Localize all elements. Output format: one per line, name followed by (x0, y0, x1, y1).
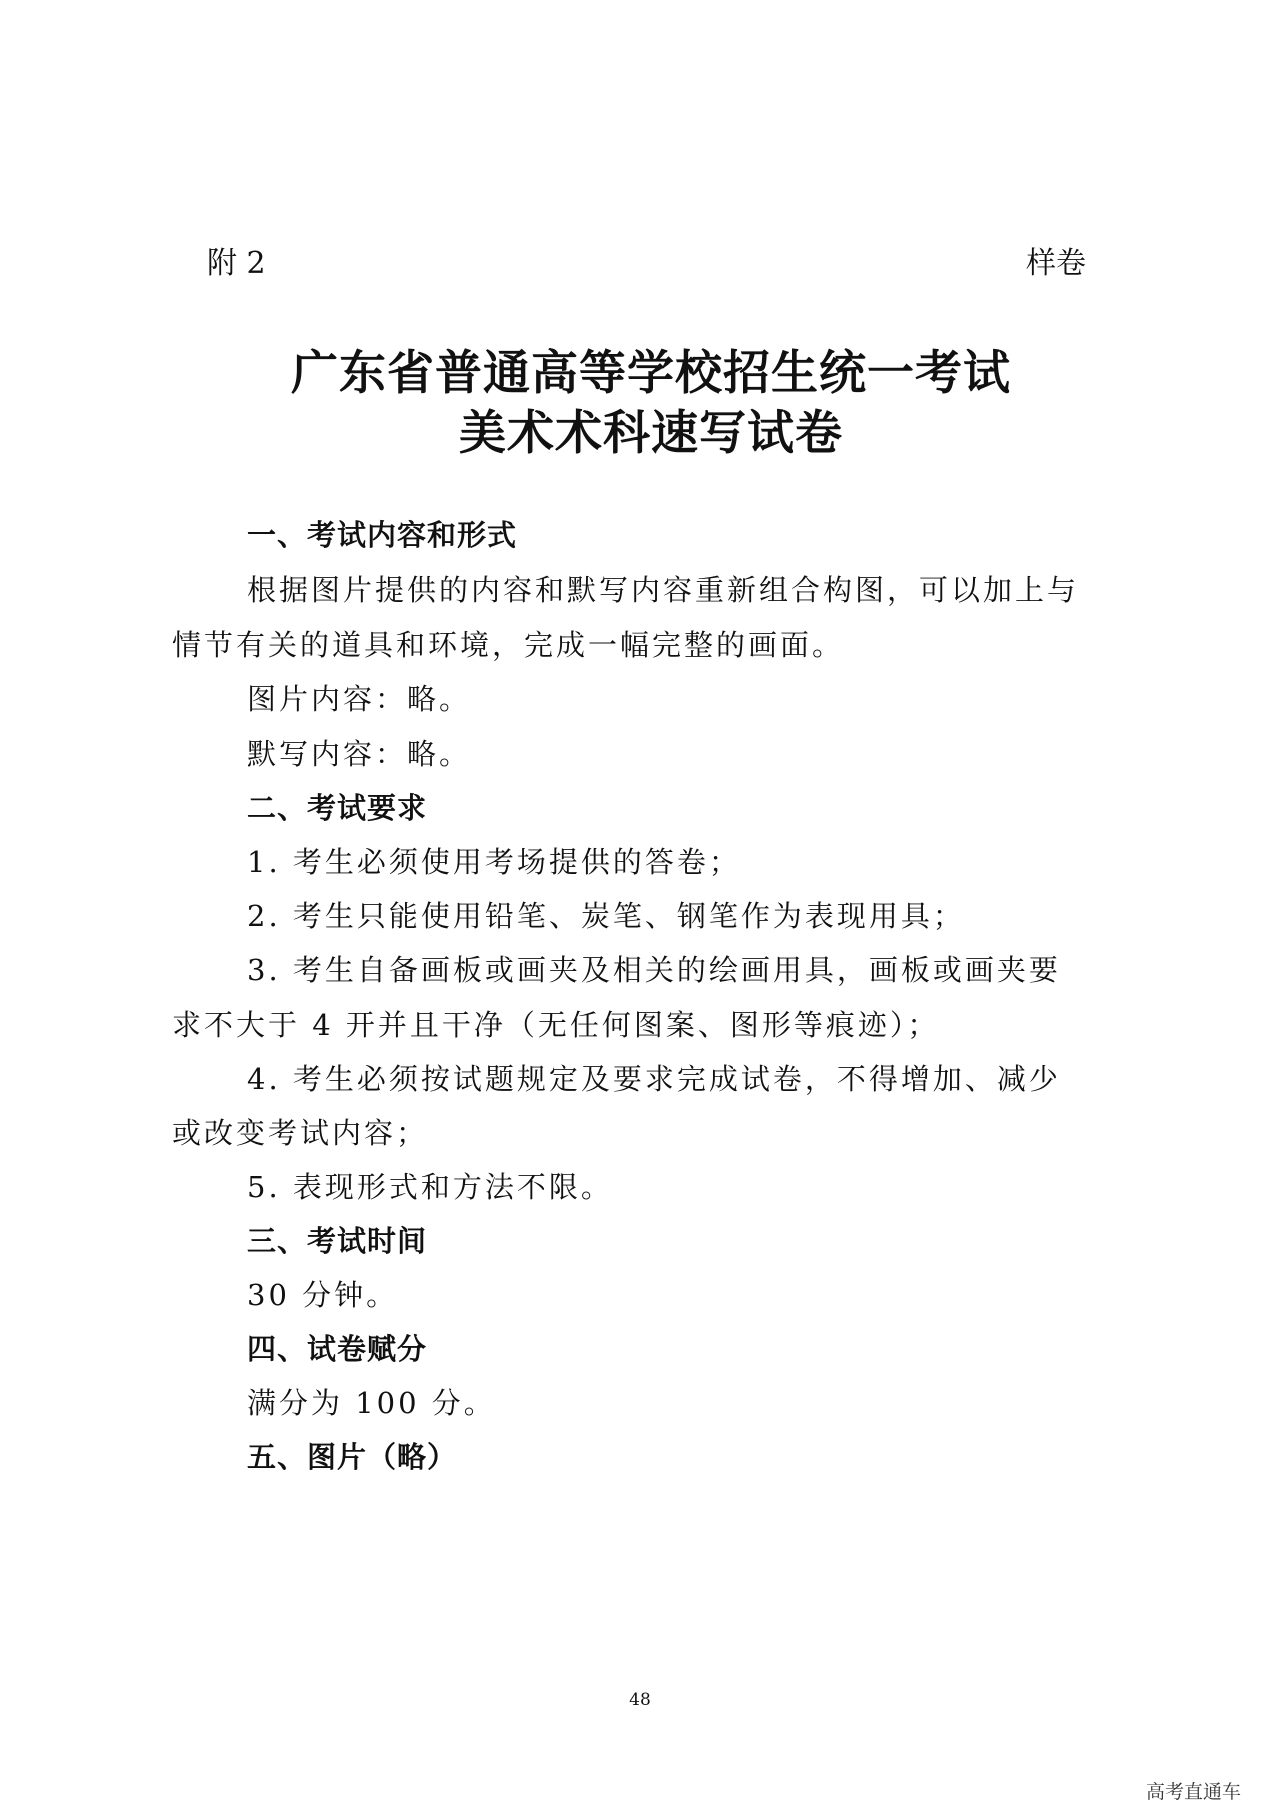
section-heading: 四、试卷赋分 (247, 1332, 428, 1366)
body-line: 满分为 100 分。 (247, 1386, 496, 1420)
body-line: 1. 考生必须使用考场提供的答卷； (247, 845, 741, 879)
body-line: 求不大于 4 开并且干净（无任何图案、图形等痕迹）； (172, 1008, 940, 1042)
sample-paper-label: 样卷 (1026, 246, 1086, 281)
body-line: 5. 表现形式和方法不限。 (247, 1170, 613, 1204)
body-line: 3. 考生自备画板或画夹及相关的绘画用具，画板或画夹要 (247, 953, 1061, 987)
body-line: 4. 考生必须按试题规定及要求完成试卷，不得增加、减少 (247, 1062, 1061, 1096)
body-line: 或改变考试内容； (172, 1116, 429, 1150)
attachment-label: 附 2 (207, 246, 266, 281)
section-heading: 一、考试内容和形式 (247, 518, 518, 552)
section-heading: 三、考试时间 (247, 1224, 428, 1258)
body-line: 2. 考生只能使用铅笔、炭笔、钢笔作为表现用具； (247, 899, 965, 933)
body-line: 30 分钟。 (247, 1278, 399, 1312)
document-title-line-1: 广东省普通高等学校招生统一考试 (291, 346, 1011, 401)
watermark: 高考直通车 (1146, 1781, 1242, 1803)
body-line: 情节有关的道具和环境，完成一幅完整的画面。 (172, 628, 845, 662)
page-number: 48 (629, 1690, 651, 1710)
section-heading: 五、图片（略） (247, 1440, 458, 1474)
section-heading: 二、考试要求 (247, 791, 428, 825)
document-title-line-2: 美术术科速写试卷 (459, 406, 843, 461)
body-line: 默写内容：略。 (247, 737, 472, 771)
body-line: 根据图片提供的内容和默写内容重新组合构图，可以加上与 (247, 573, 1080, 607)
body-line: 图片内容：略。 (247, 682, 472, 716)
